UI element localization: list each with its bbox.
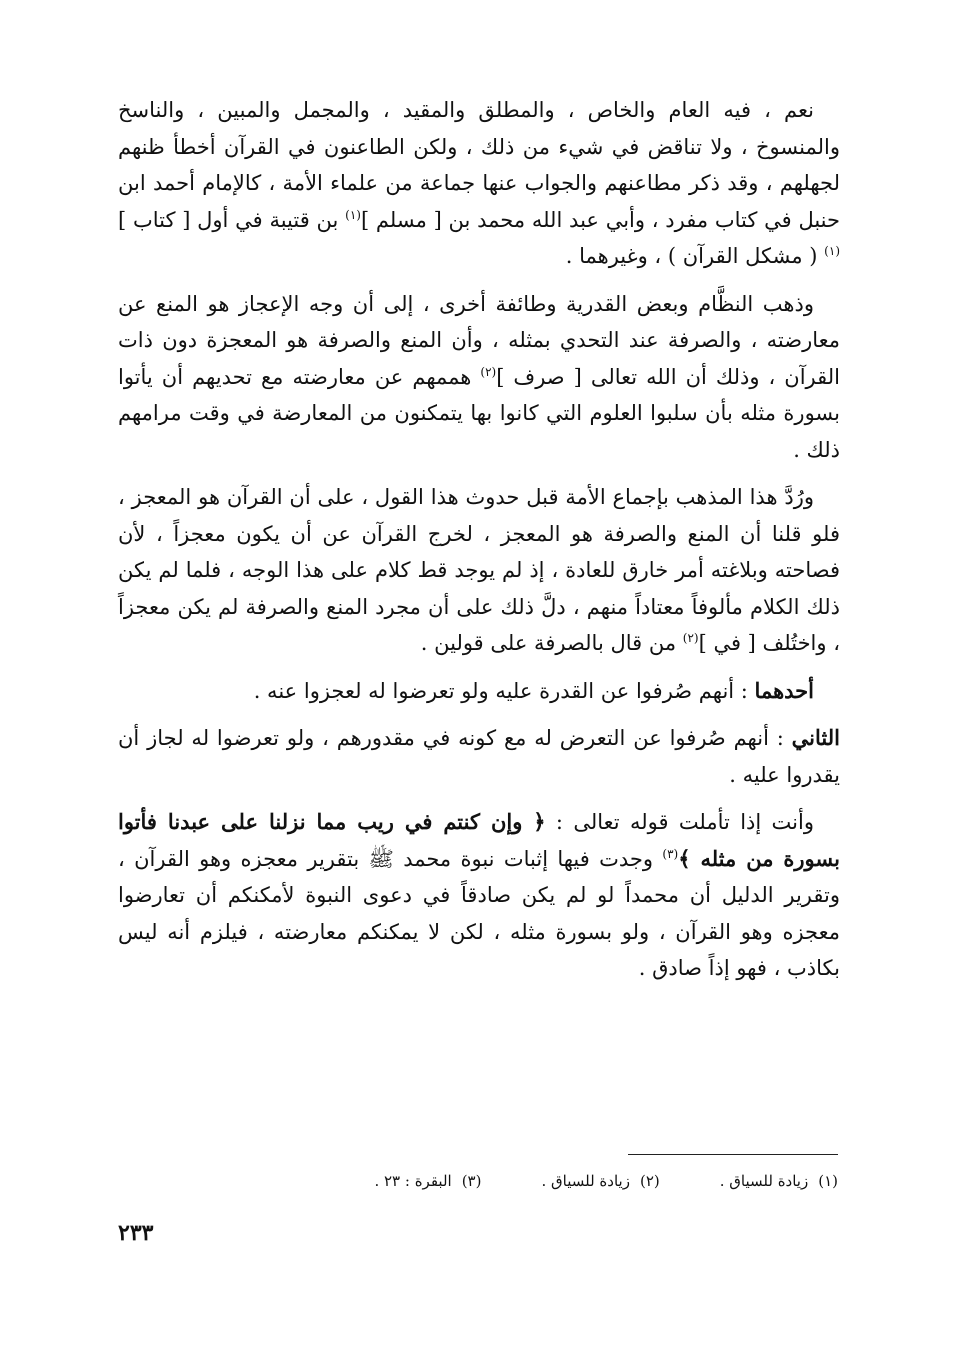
footnote-1-number: (١) — [818, 1172, 838, 1190]
paragraph-6-text-2: وجدت فيها إثبات نبوة محمد ﷺ بتقرير معجزه وهو القرآن ، وتقرير الدليل أن محمداً لو لم يكن صادقاً في دعوى النبوة لأمكنكم أن تعارضوا معجزه وهو القرآن ، ولو بسورة مثله ، لكن لا يمكنكم معارضته ، فيلزم أنه ليس بكاذب ، فهو إذاً صادق . — [118, 846, 840, 980]
paragraph-6-text: وأنت إذا تأملت قوله تعالى : — [545, 810, 814, 834]
quran-verse: ﴿ وإن كنتم في ريب مما نزلنا على عبدنا فأتوا بسورة من مثله ﴾ — [118, 809, 840, 871]
paragraph-5-label: الثاني — [791, 725, 840, 750]
footnote-2-number: (٢) — [639, 1172, 660, 1190]
paragraph-4-text: : أنهم صُرفوا عن القدرة عليه ولو تعرضوا له لعجزوا عنه . — [253, 678, 755, 703]
paragraph-2-text-2: هممهم عن معارضته مع تحديهم أن يأتوا بسورة مثله بأن سلبوا العلوم التي كانوا بها يتمكنون من المعارضة في وقت مرامهم ذلك . — [118, 364, 840, 462]
page-body — [118, 92, 840, 998]
page-number: ٢٣٣ — [118, 1220, 154, 1246]
footnote-divider — [628, 1154, 838, 1155]
paragraph-3-text-2: من قال بالصرفة على قولين . — [420, 631, 683, 655]
footnotes — [200, 1170, 838, 1192]
footnote-2-text: زيادة للسياق . — [541, 1172, 630, 1190]
paragraph-5-text: : أنهم صُرفوا عن التعرض له مع كونه في مقدورهم ، ولو تعرضوا له لجاز أن يقدروا عليه . — [118, 726, 840, 787]
paragraph-1 — [118, 92, 840, 275]
footnote-3-text: البقرة : ٢٣ . — [374, 1172, 452, 1190]
paragraph-1-text: نعم ، فيه العام والخاص ، والمطلق والمقيد ، والمجمل والمبين ، والناسخ والمنسوخ ، ولا تناقض في شيء من ذلك ، ولكن الطاعنون في القرآن أخطأ ظنهم لجهلهم ، وقد ذكر مطاعنهم والجواب عنها جماعة من علماء الأمة ، كالإمام أحمد ابن حنبل في كتاب مفرد ، وأبي عبد الله محمد بن [ مسلم ] — [118, 98, 840, 232]
footnote-ref-1: (١) — [345, 207, 361, 222]
footnote-ref-1b: (١) — [824, 244, 840, 258]
paragraph-5 — [118, 720, 840, 793]
footnote-ref-2: (٢) — [480, 364, 497, 379]
paragraph-2-text: وذهب النظَّام وبعض القدرية وطائفة أخرى ، إلى أن وجه الإعجاز هو المنع عن معارضته ، والصرفة عند التحدي بمثله ، وأن المنع والصرفة هو المعجزة دون ذات القرآن ، وذلك أن الله تعالى [ صرف ] — [118, 291, 840, 389]
paragraph-1-text-3: ( مشكل القرآن ) ، وغيرهما . — [565, 244, 825, 268]
footnote-3 — [374, 1170, 481, 1192]
paragraph-3 — [118, 479, 840, 662]
paragraph-4 — [118, 673, 840, 710]
footnote-ref-3: (٣) — [662, 846, 679, 861]
footnote-ref-2b: (٢) — [682, 631, 699, 645]
paragraph-6 — [118, 804, 840, 987]
footnote-3-number: (٣) — [461, 1172, 482, 1190]
footnote-1-text: زيادة للسياق . — [719, 1172, 809, 1190]
footnote-1 — [720, 1170, 838, 1192]
paragraph-3-text: ورُدَّ هذا المذهب بإجماع الأمة قبل حدوث هذا القول ، على أن القرآن هو المعجز ، فلو قلنا أن المنع والصرفة هو المعجز ، لخرج القرآن عن أن يكون معجزاً ، لأن فصاحته وبلاغته أمر خارق للعادة ، إذ لم يوجد قط كلام على هذا الوجه ، فلما لم يكن ذلك الكلام مألوفاً معتاداً منهم ، دلَّ ذلك على أن مجرد المنع والصرفة لم يكن معجزاً ، واختُلف [ في ] — [118, 485, 841, 655]
paragraph-1-text-2: بن قتيبة في أول [ كتاب ] — [118, 207, 346, 232]
paragraph-4-label: أحدهما — [754, 677, 814, 703]
footnote-2 — [541, 1170, 659, 1192]
paragraph-2 — [118, 286, 840, 469]
